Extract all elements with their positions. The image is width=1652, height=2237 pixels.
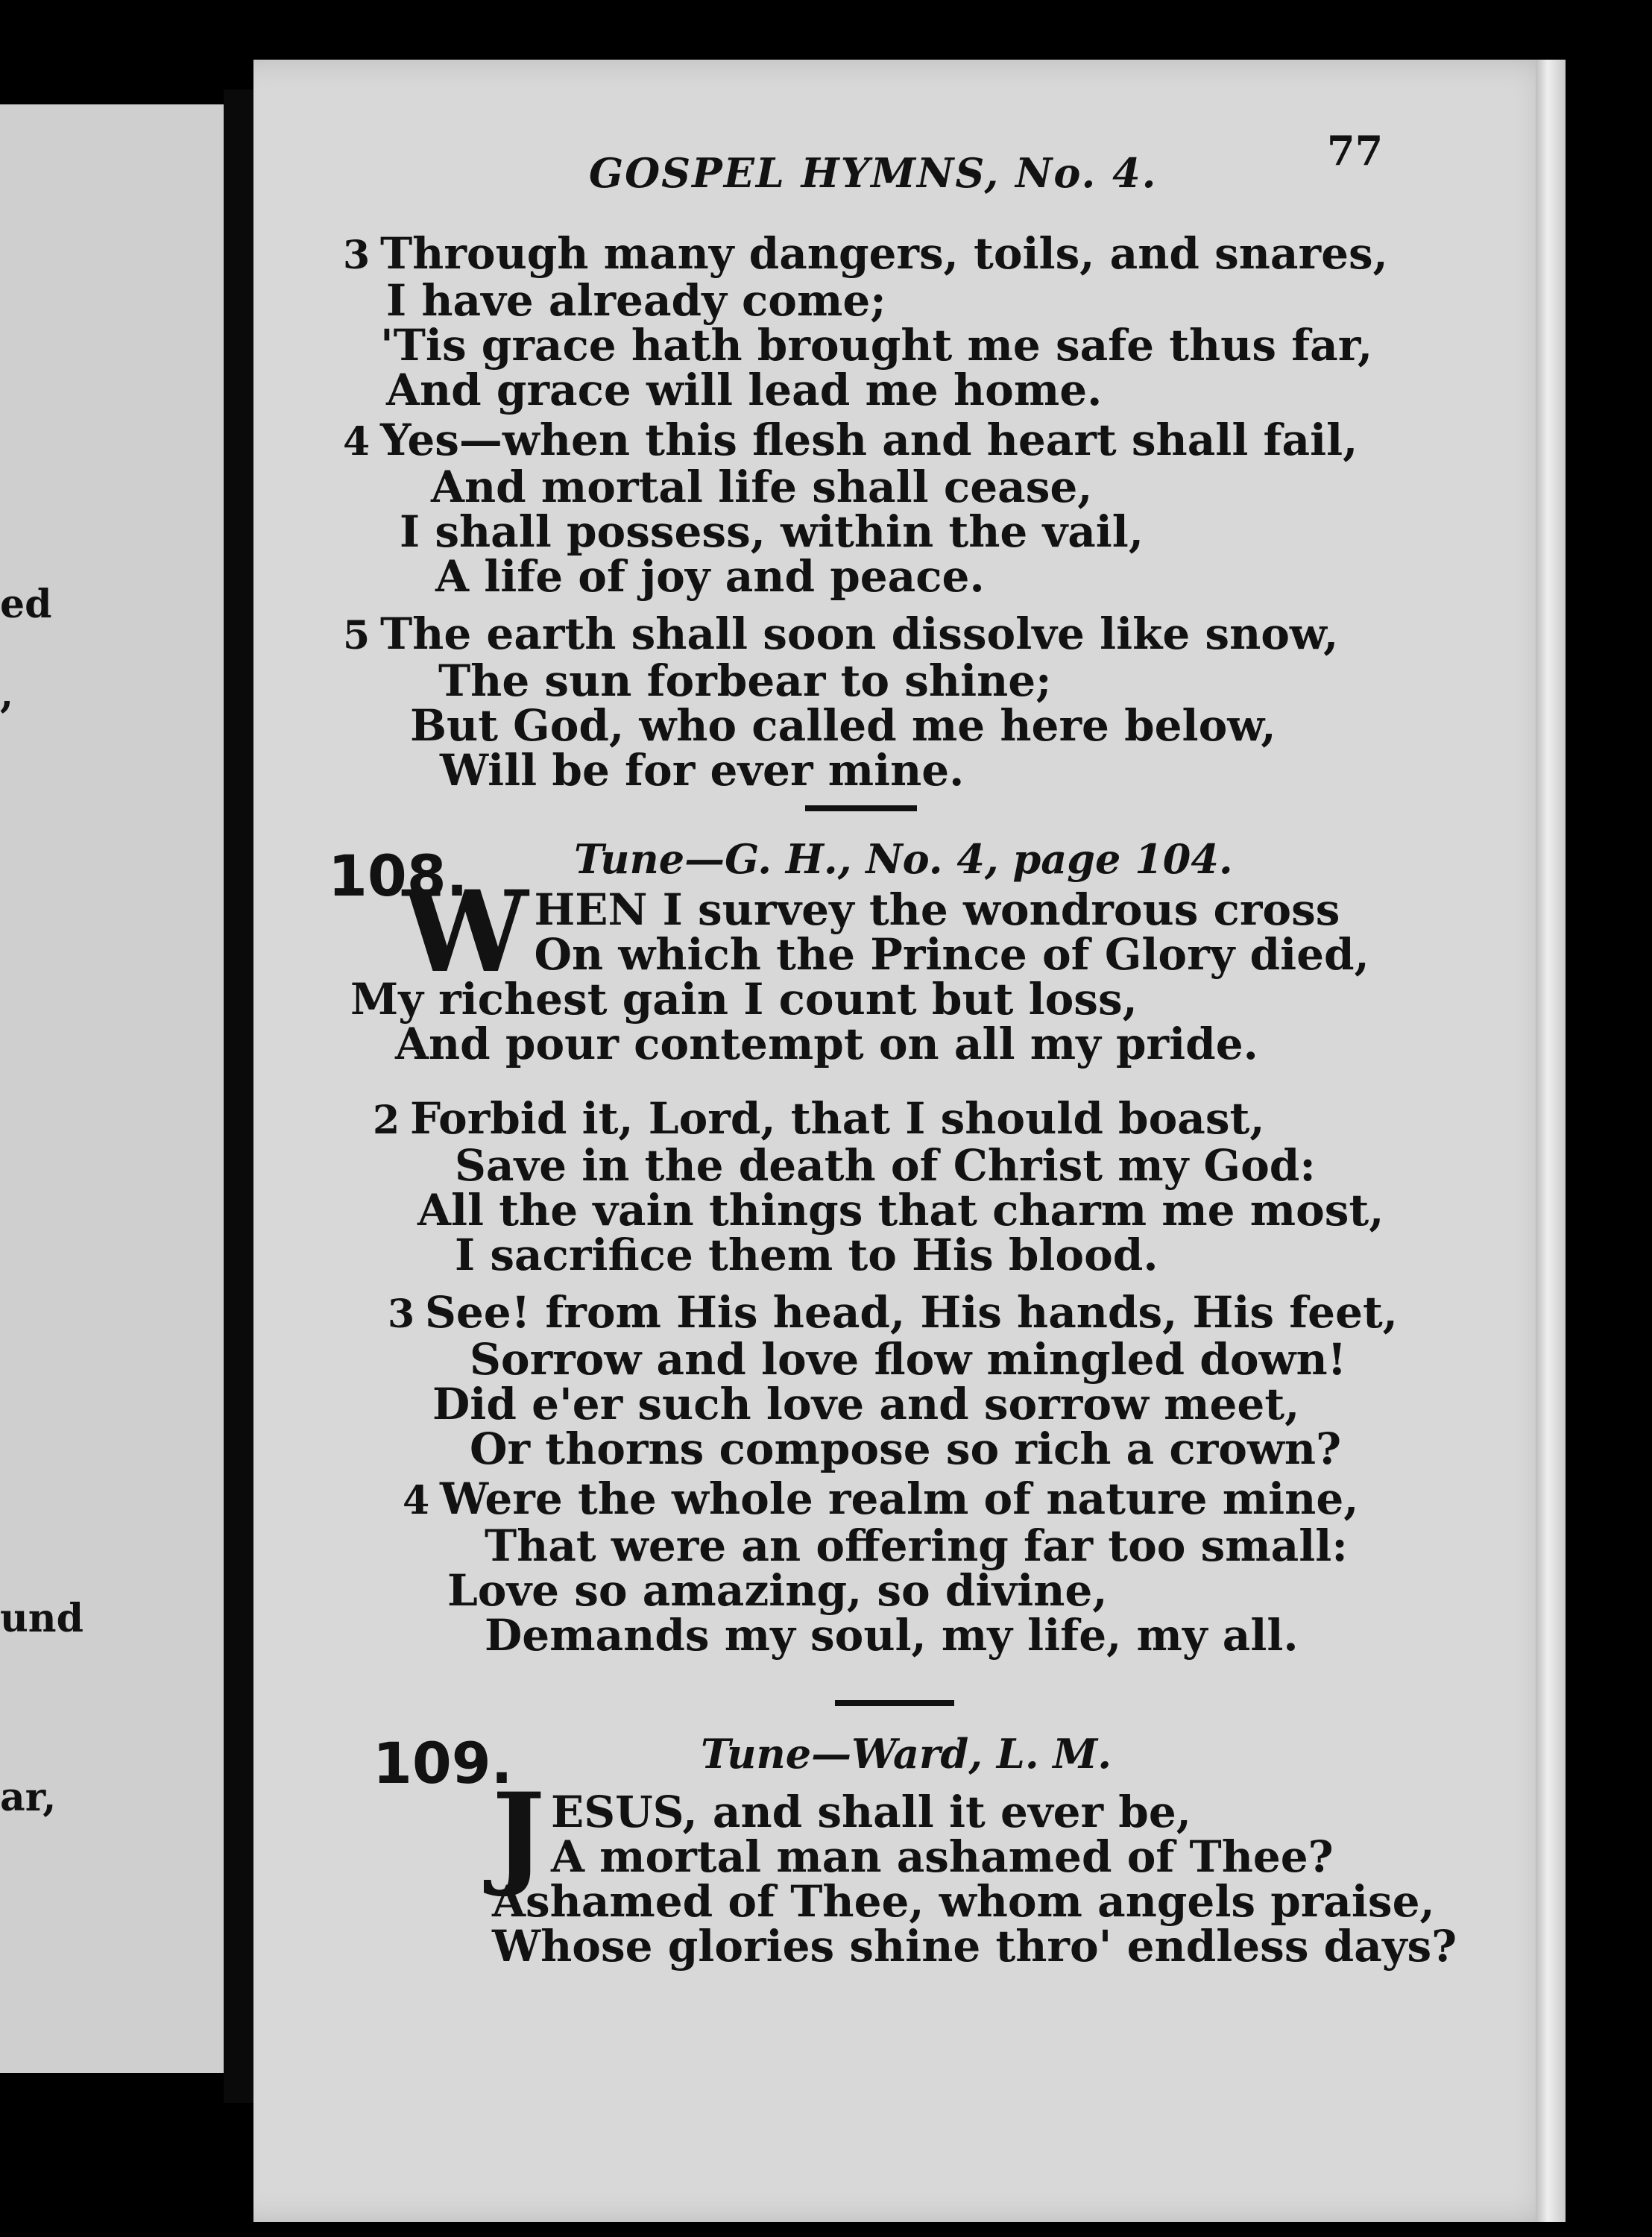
first-verse bbox=[492, 1769, 1536, 1972]
drop-cap: J bbox=[492, 1769, 545, 1900]
section-divider bbox=[835, 1700, 954, 1706]
verse-number: 2 bbox=[373, 1098, 400, 1143]
verse bbox=[403, 1473, 1359, 1661]
verse-line: But God, who called me here below, bbox=[410, 700, 1276, 751]
verse-line: And pour contempt on all my pride. bbox=[395, 1019, 1258, 1069]
verse-line: Sorrow and love flow mingled down! bbox=[470, 1334, 1347, 1385]
verse-line: My richest gain I count but loss, bbox=[350, 974, 1138, 1025]
verse-line: Whose glories shine thro' endless days? bbox=[492, 1921, 1457, 1972]
verse-line: The earth shall soon dissolve like snow, bbox=[380, 608, 1339, 659]
verse-line: The sun forbear to shine; bbox=[438, 655, 1052, 706]
left-fragment: ed bbox=[0, 582, 52, 627]
left-page bbox=[0, 104, 228, 2073]
verse-line: And grace will lead me home. bbox=[386, 365, 1103, 415]
verse-line: Did e'er such love and sorrow meet, bbox=[432, 1379, 1300, 1429]
left-fragment: und bbox=[0, 1596, 83, 1641]
verse-number: 3 bbox=[388, 1291, 415, 1337]
verse bbox=[343, 608, 1339, 796]
verse-line: HEN I survey the wondrous cross bbox=[534, 884, 1340, 935]
page-number: 77 bbox=[1327, 127, 1384, 174]
verse-line: Demands my soul, my life, my all. bbox=[485, 1610, 1299, 1661]
verse-line: ESUS, and shall it ever be, bbox=[550, 1787, 1191, 1837]
hymn-number: 109. bbox=[373, 1730, 513, 1796]
verse-line: A life of joy and peace. bbox=[435, 551, 985, 602]
verse-number: 4 bbox=[343, 419, 371, 465]
verse bbox=[373, 1093, 1384, 1280]
verse-line: I have already come; bbox=[386, 275, 886, 326]
verse-line: Ashamed of Thee, whom angels praise, bbox=[492, 1876, 1435, 1927]
verse-line: Through many dangers, toils, and snares, bbox=[380, 228, 1388, 279]
verse-line: Will be for ever mine. bbox=[440, 745, 965, 796]
verse-number: 3 bbox=[343, 233, 371, 278]
verse-line: Forbid it, Lord, that I should boast, bbox=[410, 1093, 1265, 1144]
verse-line: All the vain things that charm me most, bbox=[417, 1185, 1384, 1236]
verse-line: A mortal man ashamed of Thee? bbox=[550, 1831, 1334, 1882]
verse bbox=[343, 415, 1358, 602]
book-gutter bbox=[224, 89, 253, 2103]
tune-line: Tune—G. H., No. 4, page 104. bbox=[574, 835, 1233, 883]
verse-line: Were the whole realm of nature mine, bbox=[440, 1473, 1359, 1524]
verse-line: I sacrifice them to His blood. bbox=[455, 1230, 1158, 1280]
verse-line: Love so amazing, so divine, bbox=[447, 1565, 1108, 1616]
tune-line: Tune—Ward, L. M. bbox=[701, 1730, 1112, 1778]
right-page bbox=[253, 60, 1566, 2222]
running-header: GOSPEL HYMNS, No. 4. bbox=[589, 149, 1158, 197]
verse bbox=[388, 1287, 1398, 1474]
verse-line: Or thorns compose so rich a crown? bbox=[470, 1423, 1342, 1474]
verse-line: Yes—when this flesh and heart shall fail, bbox=[380, 415, 1358, 465]
verse-number: 4 bbox=[403, 1478, 430, 1523]
verse-line: On which the Prince of Glory died, bbox=[534, 929, 1369, 980]
verse-line: Save in the death of Christ my God: bbox=[455, 1140, 1316, 1191]
verse-line: That were an offering far too small: bbox=[485, 1520, 1348, 1571]
verse-line: 'Tis grace hath brought me safe thus far, bbox=[380, 320, 1373, 371]
verse-number: 5 bbox=[343, 613, 371, 658]
verse-line: See! from His head, His hands, His feet, bbox=[425, 1287, 1398, 1338]
left-fragment: ar, bbox=[0, 1775, 57, 1820]
verse bbox=[343, 228, 1388, 415]
left-fragment: , bbox=[0, 671, 14, 717]
verse-line: And mortal life shall cease, bbox=[431, 462, 1093, 512]
section-divider bbox=[805, 805, 917, 811]
page-content bbox=[253, 60, 1566, 2222]
drop-cap: W bbox=[403, 866, 529, 998]
hymn-number: 108. bbox=[328, 843, 468, 909]
verse-line: I shall possess, within the vail, bbox=[400, 506, 1144, 557]
